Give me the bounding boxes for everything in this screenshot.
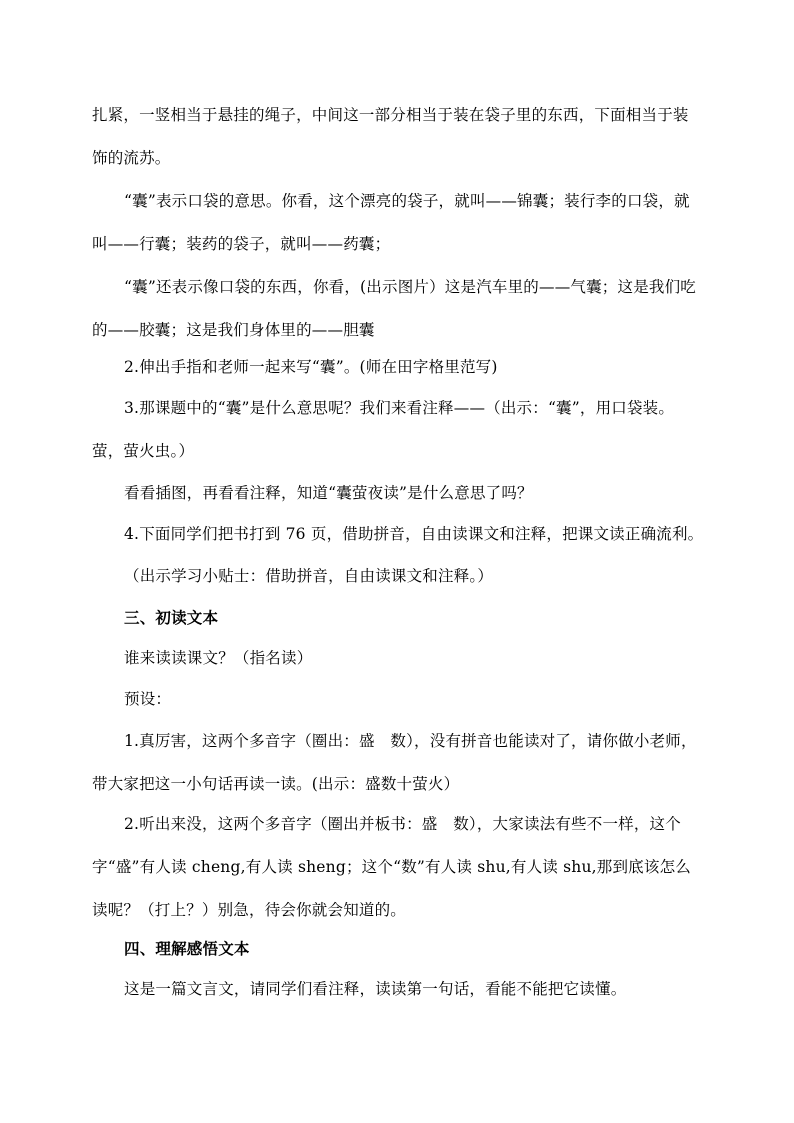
paragraph: （出示学习小贴士：借助拼音，自由读课文和注释。） [124,567,494,585]
paragraph: 4.下面同学们把书打到 76 页，借助拼音，自由读课文和注释，把课文读正确流利。 [124,525,704,543]
paragraph: 1.真厉害，这两个多音字（圈出：盛 数），没有拼音也能读对了，请你做小老师，带大家把这一小句话再读一读。(出示：盛数十萤火） [92,732,697,793]
section-heading: 三、初读文本 [124,608,219,627]
paragraph: 2.伸出手指和老师一起来写“囊”。(师在田字格里范写) [124,358,498,376]
paragraph: 看看插图，再看看注释，知道“囊萤夜读”是什么意思了吗？ [124,484,533,502]
paragraph: 3.那课题中的“囊”是什么意思呢？我们来看注释——（出示：“囊”，用口袋装。萤，萤火虫。） [92,399,675,460]
section-heading: 四、理解感悟文本 [124,939,250,958]
paragraph: 谁来读读课文？（指名读） [124,649,313,667]
paragraph: 预设： [124,690,172,708]
paragraph: 扎紧，一竖相当于悬挂的绳子，中间这一部分相当于装在袋子里的东西，下面相当于装饰的流苏。 [92,106,689,167]
paragraph: “囊”还表示像口袋的东西，你看，(出示图片）这是汽车里的——气囊；这是我们吃的——胶囊；这是我们身体里的——胆囊 [92,278,696,339]
paragraph: 2.听出来没，这两个多音字（圈出并板书：盛 数），大家读法有些不一样，这个字“盛”有人读 cheng,有人读 sheng；这个“数”有人读 shu,有人读 shu,那到底该怎么读呢？（打上？）别急，待会你就会知道的。 [92,815,691,919]
paragraph: “囊”表示口袋的意思。你看，这个漂亮的袋子，就叫——锦囊；装行李的口袋，就叫——行囊；装药的袋子，就叫——药囊； [92,192,690,253]
paragraph: 这是一篇文言文，请同学们看注释，读读第一句话，看能不能把它读懂。 [124,980,627,998]
